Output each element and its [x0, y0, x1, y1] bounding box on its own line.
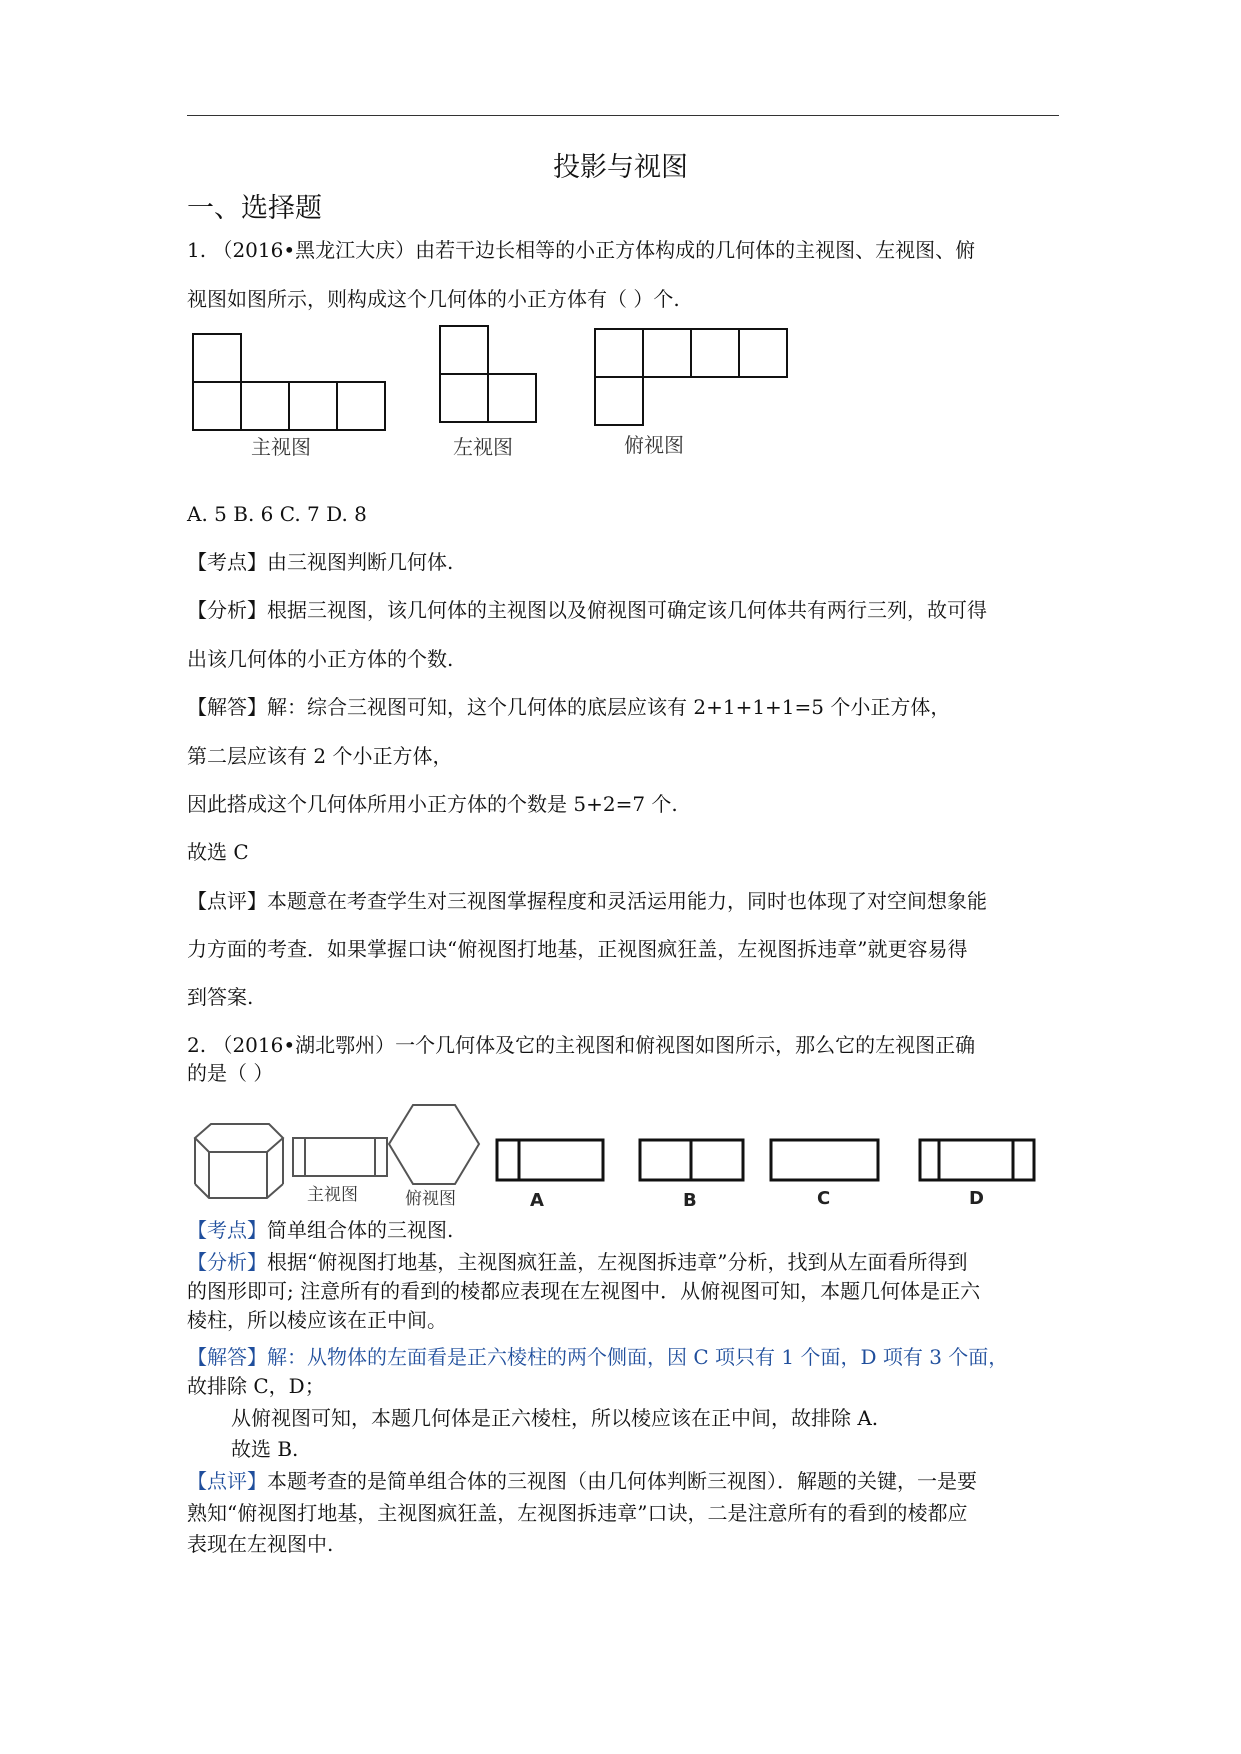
q1-jieda	[187, 695, 950, 719]
section-heading: 一、选择题	[187, 193, 322, 224]
q2-hex-prism	[195, 1124, 283, 1198]
q1-left-view	[440, 326, 536, 422]
q2-fenxi-line2: 的图形即可; 注意所有的看到的棱都应表现在左视图中．从俯视图可知，本题几何体是正六	[187, 1279, 981, 1303]
q2-option-d-shape	[920, 1140, 1034, 1180]
q2-option-c-shape	[771, 1140, 878, 1180]
q2-label-front: 主视图	[307, 1185, 358, 1205]
q2-dianping-line1: 本题考查的是简单组合体的三视图（由几何体判断三视图）．解题的关键，一是要	[267, 1469, 977, 1493]
q2-fenxi-tag: 【分析】	[187, 1250, 267, 1274]
q1-dianping-line3: 到答案.	[187, 985, 254, 1009]
q2-fenxi-line1: 根据“俯视图打地基，主视图疯狂盖，左视图拆违章”分析，找到从左面看所得到	[267, 1250, 968, 1274]
q2-front-view	[293, 1138, 387, 1176]
q2-top-view	[389, 1105, 479, 1184]
q1-fenxi-tag: 【分析】	[187, 598, 267, 622]
q1-kaodian-tag: 【考点】	[187, 550, 267, 574]
q2-jieda-line4: 故选 B.	[231, 1437, 299, 1461]
q1-dianping	[187, 889, 987, 913]
q2-jieda-line1: 解：从物体的左面看是正六棱柱的两个侧面，因 C 项只有 1 个面，D 项有 3 个面，	[267, 1345, 1009, 1369]
q1-three-views-figure	[187, 322, 787, 462]
q1-label-left: 左视图	[453, 435, 513, 459]
q2-dianping-tag: 【点评】	[187, 1469, 267, 1493]
q1-fenxi-line2: 出该几何体的小正方体的个数.	[187, 647, 454, 671]
q1-label-top: 俯视图	[624, 433, 684, 457]
q1-jieda-tag: 【解答】	[187, 695, 267, 719]
q2-option-b-label: B	[683, 1190, 697, 1211]
q1-top-view	[595, 329, 787, 425]
q1-label-front: 主视图	[251, 435, 311, 459]
q1-dianping-tag: 【点评】	[187, 889, 267, 913]
q1-fenxi	[187, 598, 987, 622]
q2-dianping	[187, 1469, 977, 1493]
q2-jieda-line3: 从俯视图可知，本题几何体是正六棱柱，所以棱应该在正中间，故排除 A.	[231, 1406, 879, 1430]
q2-kaodian	[187, 1218, 453, 1242]
q2-option-a-shape	[497, 1140, 603, 1180]
q1-options: A. 5 B. 6 C. 7 D. 8	[187, 502, 367, 526]
q2-option-c-label: C	[817, 1188, 831, 1209]
q2-option-d-label: D	[969, 1188, 984, 1209]
doc-title: 投影与视图	[553, 152, 688, 183]
q1-kaodian-text: 由三视图判断几何体.	[267, 550, 454, 574]
q2-jieda-line2: 故排除 C，D；	[187, 1374, 325, 1398]
q2-stem-line2: 的是（ ）	[187, 1061, 274, 1085]
q1-jieda-line1: 解：综合三视图可知，这个几何体的底层应该有 2+1+1+1=5 个小正方体，	[267, 695, 951, 719]
q1-kaodian	[187, 550, 453, 574]
q2-option-a-label: A	[530, 1190, 544, 1211]
header-rule	[187, 115, 1059, 116]
q2-jieda	[187, 1345, 1008, 1369]
q2-fenxi-line3: 棱柱，所以棱应该在正中间。	[187, 1308, 447, 1332]
q2-kaodian-text: 简单组合体的三视图.	[267, 1218, 454, 1242]
q2-fenxi	[187, 1250, 967, 1274]
q2-figure	[187, 1100, 1047, 1210]
q2-jieda-tag: 【解答】	[187, 1345, 267, 1369]
q2-option-b-shape	[640, 1140, 743, 1180]
q1-jieda-line2: 第二层应该有 2 个小正方体，	[187, 744, 453, 768]
q2-stem-line1: 2. （2016•湖北鄂州）一个几何体及它的主视图和俯视图如图所示，那么它的左视图正确	[187, 1033, 976, 1057]
q1-dianping-line2: 力方面的考查．如果掌握口诀“俯视图打地基，正视图疯狂盖，左视图拆违章”就更容易得	[187, 937, 968, 961]
q2-label-top: 俯视图	[405, 1189, 456, 1209]
q1-dianping-line1: 本题意在考查学生对三视图掌握程度和灵活运用能力，同时也体现了对空间想象能	[267, 889, 987, 913]
q1-stem-line1: 1. （2016•黑龙江大庆）由若干边长相等的小正方体构成的几何体的主视图、左视图、俯	[187, 238, 976, 262]
q2-dianping-line2: 熟知“俯视图打地基，主视图疯狂盖，左视图拆违章”口诀，二是注意所有的看到的棱都应	[187, 1501, 968, 1525]
q1-jieda-line3: 因此搭成这个几何体所用小正方体的个数是 5+2=7 个.	[187, 792, 678, 816]
q2-dianping-line3: 表现在左视图中.	[187, 1532, 334, 1556]
q1-jieda-line4: 故选 C	[187, 840, 249, 864]
q2-kaodian-tag: 【考点】	[187, 1218, 267, 1242]
q1-fenxi-line1: 根据三视图，该几何体的主视图以及俯视图可确定该几何体共有两行三列，故可得	[267, 598, 987, 622]
q1-front-view	[193, 334, 385, 430]
q1-stem-line2: 视图如图所示，则构成这个几何体的小正方体有（ ）个.	[187, 287, 680, 311]
